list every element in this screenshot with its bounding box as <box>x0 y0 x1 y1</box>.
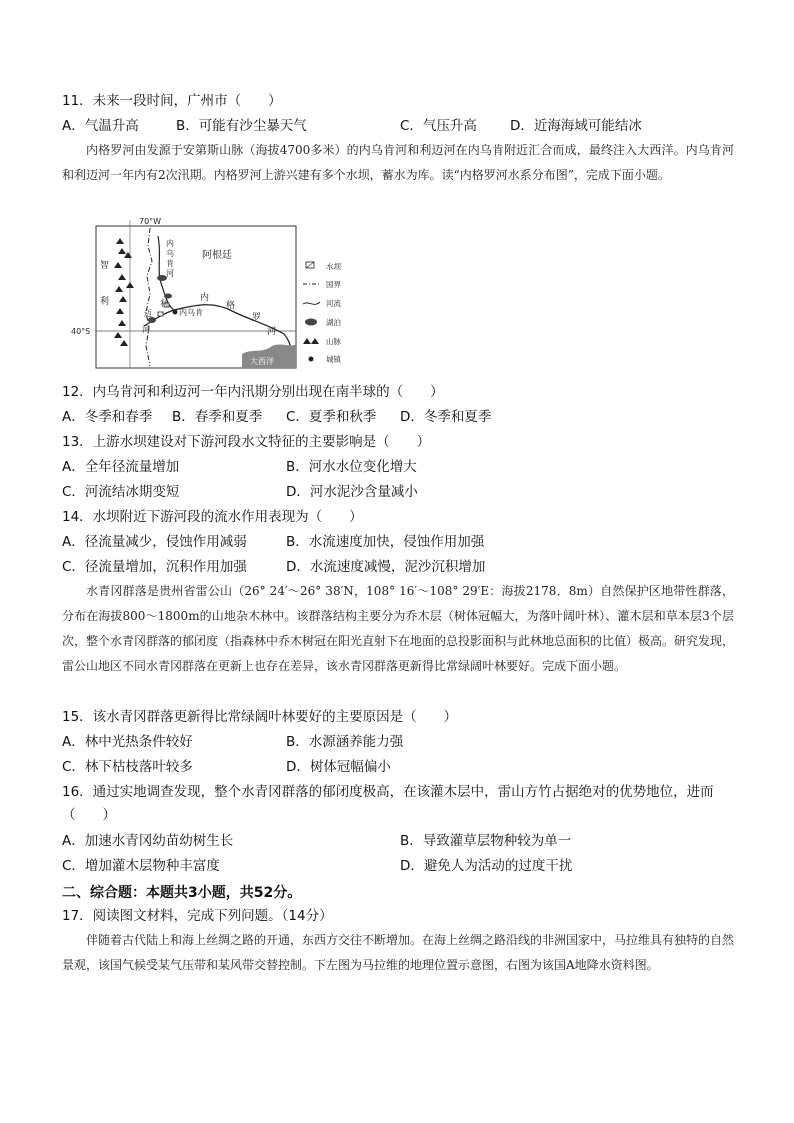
q13-option-c: C．河流结冰期变短 <box>62 484 180 500</box>
q14-option-a: A．径流量减少，侵蚀作用减弱 <box>62 534 247 550</box>
neiwuken-label-4: 河 <box>166 269 174 278</box>
map-legend <box>303 261 341 364</box>
q12-option-d: D．冬季和夏季 <box>400 409 492 425</box>
lake <box>164 294 172 299</box>
passage-negro-river: 内格罗河由发源于安第斯山脉（海拔4700多米）的内乌肯河和利迈河在内乌肯附近汇合而成，最终注入大西洋。内乌肯河和利迈河一年内有2次汛期。内格罗河上游兴建有多个水坝，蓄水为库。读“内格罗河水系分布图”，完成下面小题。 <box>62 143 734 182</box>
q17-stem: 17．阅读图文材料，完成下列问题。（14分） <box>62 908 333 924</box>
lon-label: 70°W <box>139 217 162 226</box>
q16-stem: 16．通过实地调查发现，整个水青冈群落的郁闭度极高，在该灌木层中，雷山方竹占据绝对的优势地位，进而 <box>62 784 714 800</box>
section-heading: 二、综合题：本题共3小题，共52分。 <box>62 885 302 901</box>
negro-label-4: 河 <box>267 327 277 337</box>
legend-town: 城镇 <box>326 355 341 364</box>
q16-option-d: D．避免人为活动的过度干扰 <box>400 858 573 874</box>
q12-stem: 12．内乌肯河和利迈河一年内汛期分别出现在南半球的（ ） <box>62 384 444 400</box>
q14-option-d: D．水流速度减慢，泥沙沉积增加 <box>286 559 486 575</box>
q13-stem: 13．上游水坝建设对下游河段水文特征的主要影响是（ ） <box>62 434 431 450</box>
neiwuken-label-2: 乌 <box>166 249 174 258</box>
dam <box>158 312 163 316</box>
q14-option-c: C．径流量增加，沉积作用加强 <box>62 559 247 575</box>
legend-lake: 湖泊 <box>326 318 341 327</box>
q12-option-a: A．冬季和春季 <box>62 409 153 425</box>
negro-label-2: 格 <box>226 301 236 311</box>
chile-label-2: 利 <box>100 297 110 307</box>
neiwuken-label-1: 内 <box>166 239 174 248</box>
q11-option-d: D．近海海域可能结冰 <box>510 118 642 134</box>
ocean-label: 大西洋 <box>250 357 274 366</box>
legend-dam: 水坝 <box>326 262 341 271</box>
q12-option-c: C．夏季和秋季 <box>286 409 377 425</box>
q16-option-b: B．导致灌草层物种较为单一 <box>400 833 572 849</box>
legend-mountain: 山脉 <box>326 337 341 346</box>
limai-label-2: 迈 <box>144 309 152 318</box>
legend-border: 国界 <box>326 280 341 289</box>
q17-passage: 伴随着古代陆上和海上丝绸之路的开通，东西方交往不断增加。在海上丝绸之路沿线的非洲国家中，马拉维具有独特的自然景观，该国气候受某气压带和某风带交替控制。下左图为马拉维的地理位置示意图，右图为该国A地降水资料图。 <box>62 933 735 972</box>
negro-label-3: 罗 <box>252 313 262 323</box>
lat-label: 40°S <box>71 327 91 336</box>
q16-option-a: A．加速水青冈幼苗幼树生长 <box>62 833 234 849</box>
q11-option-c: C．气压升高 <box>400 118 477 134</box>
passage-beech-community: 水青冈群落是贵州省雷公山（26° 24′～26° 38′N，108° 16′～108° 29′E：海拔2178．8m）自然保护区地带性群落，分布在海拔800～1800m的山地杂木林中。该群落结构主要分为乔木层（树体冠幅大，为落叶阔叶林）、灌木层和草本层3个层次，整个水青冈群落的郁闭度（指森林中乔木树冠在阳光直射下在地面的总投影面积与此林地总面积的比值）极高。研究发现，雷公山地区不同水青冈群落在更新上也存在差异，该水青冈群落更新得比常绿阔叶林要好。完成下面小题。 <box>62 584 735 673</box>
q15-option-a: A．林中光热条件较好 <box>62 734 193 750</box>
argentina-label: 阿根廷 <box>202 250 232 261</box>
negro-label-1: 内 <box>200 293 210 303</box>
limai-label-3: 河 <box>142 325 150 334</box>
q14-stem: 14．水坝附近下游河段的流水作用表现为（ ） <box>62 509 363 525</box>
q15-option-b: B．水源涵养能力强 <box>286 734 404 750</box>
q14-option-b: B．水流速度加快，侵蚀作用加强 <box>286 534 485 550</box>
chile-label-1: 智 <box>100 261 110 271</box>
limai-label-1: 利 <box>160 299 168 308</box>
neiwuken-label-3: 肯 <box>166 259 174 268</box>
negro-river-map <box>62 216 362 374</box>
town-marker <box>173 310 178 315</box>
q16-option-c: C．增加灌木层物种丰富度 <box>62 858 220 874</box>
q13-option-a: A．全年径流量增加 <box>62 459 180 475</box>
q15-stem: 15．该水青冈群落更新得比常绿阔叶林要好的主要原因是（ ） <box>62 709 458 725</box>
q15-option-c: C．林下枯枝落叶较多 <box>62 759 193 775</box>
q11-stem: 11．未来一段时间，广州市（ ） <box>62 93 282 109</box>
legend-river: 河流 <box>326 299 341 308</box>
q13-option-d: D．河水泥沙含量减小 <box>286 484 418 500</box>
q15-option-d: D．树体冠幅偏小 <box>286 759 391 775</box>
q13-option-b: B．河水水位变化增大 <box>286 459 417 475</box>
q12-option-b: B．春季和夏季 <box>172 409 263 425</box>
q16-stem-blank: （ ） <box>62 807 116 823</box>
q11-option-b: B．可能有沙尘暴天气 <box>176 118 307 134</box>
town-label: 内乌肯 <box>179 308 203 317</box>
q11-option-a: A．气温升高 <box>62 118 139 134</box>
